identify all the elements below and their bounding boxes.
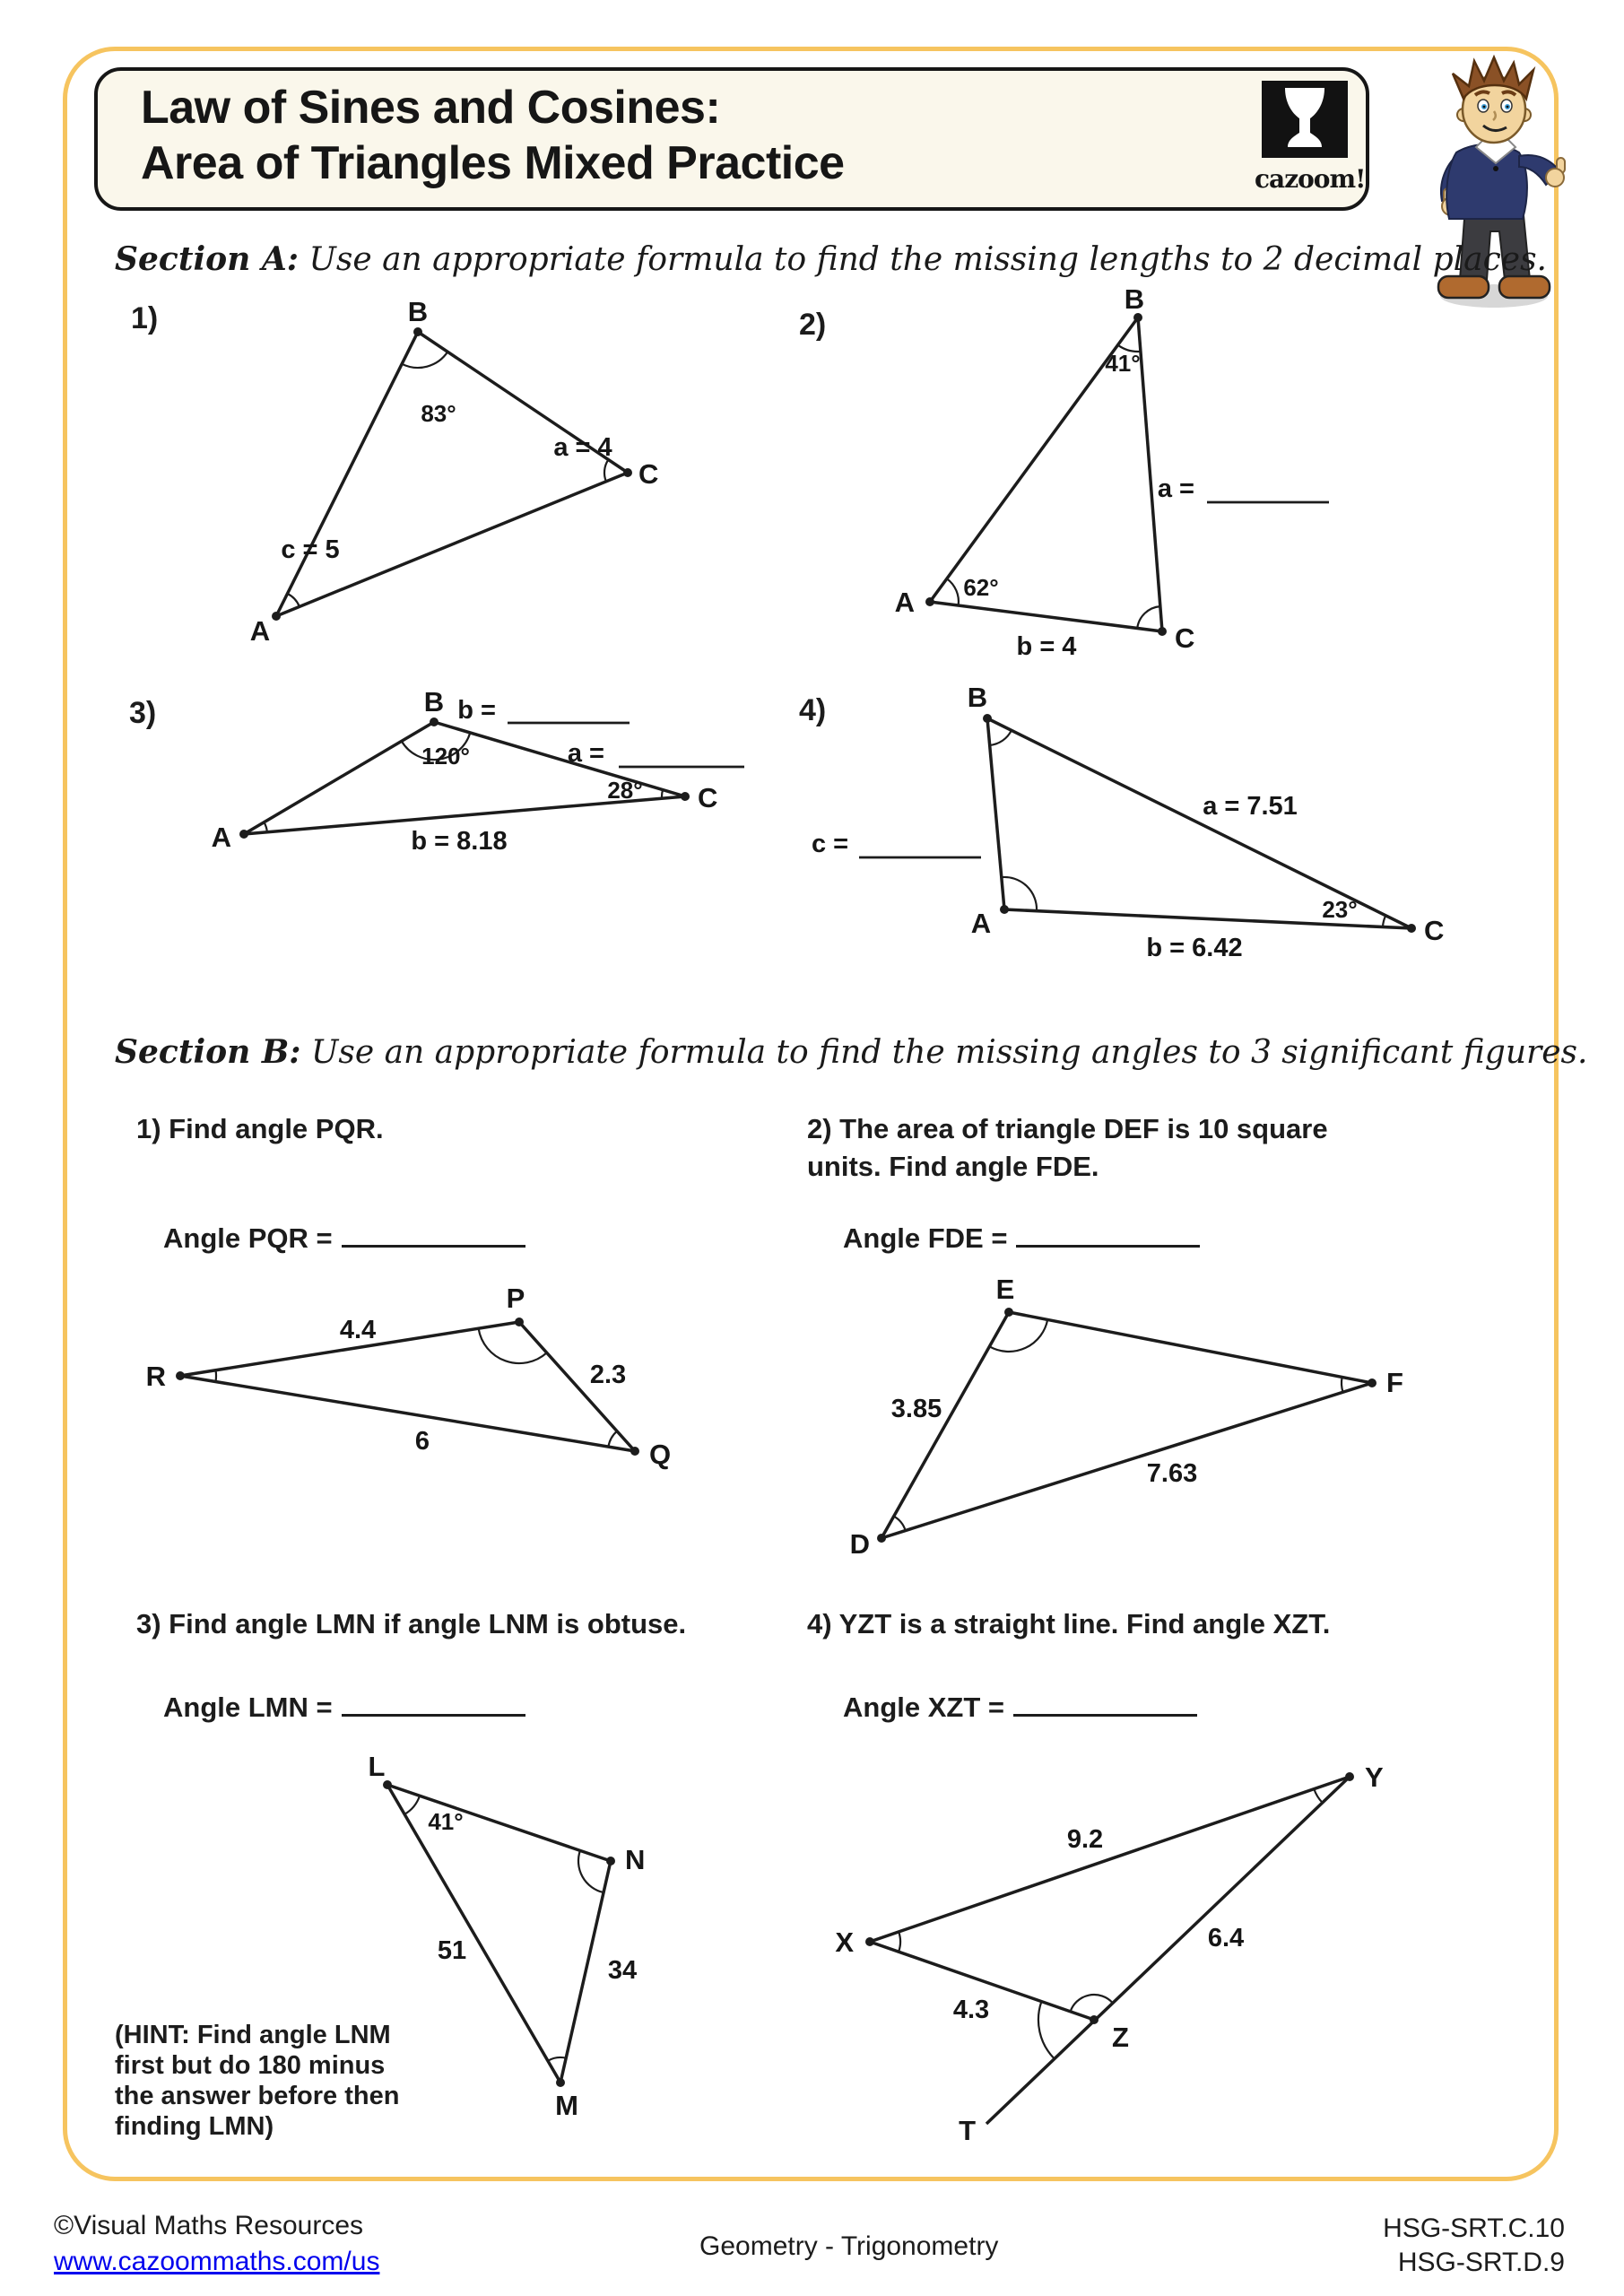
figure-b2-triangle-def (834, 1269, 1426, 1565)
angle-arcs (894, 1319, 1343, 1530)
answer-blank-fde (1016, 1222, 1200, 1248)
vertex-label-a: A (970, 908, 992, 939)
vertex-label-a: A (211, 822, 231, 853)
page-title-line2: Area of Triangles Mixed Practice (141, 137, 845, 189)
section-a-label: Section A: (115, 240, 300, 278)
angle-label-l: 41° (428, 1808, 464, 1835)
angle-label-c: 23° (1322, 896, 1358, 923)
vertex-label-a: A (894, 587, 915, 618)
vertex-label-c: C (1424, 915, 1445, 946)
figure-edges (870, 1777, 1350, 2124)
angle-label-c: 28° (607, 777, 643, 804)
vertex-label-x: X (835, 1926, 854, 1958)
side-label-de: 3.85 (890, 1395, 942, 1423)
question-b4-text: 4) YZT is a straight line. Find angle XZT. (807, 1608, 1331, 1639)
triangle-edges (180, 1322, 635, 1451)
hint-line4: finding LMN) (115, 2112, 274, 2141)
copyright-text: ©Visual Maths Resources (54, 2211, 364, 2240)
page-title-line1: Law of Sines and Cosines: (141, 82, 721, 134)
vertex-label-z: Z (1112, 2022, 1129, 2053)
side-label-lm: 51 (437, 1936, 467, 1965)
footer-topic: Geometry - Trigonometry (699, 2231, 999, 2261)
section-a-heading (115, 240, 1547, 278)
hint-line2: first but do 180 minus (115, 2051, 386, 2080)
question-b3-text: 3) Find angle LMN if angle LNM is obtuse. (136, 1608, 687, 1639)
figure-a4-triangle-abc (789, 677, 1444, 973)
triangle-edges (387, 1785, 611, 2083)
hint-line1: (HINT: Find angle LNM (115, 2021, 391, 2049)
answer-row-lmn (163, 1691, 525, 1724)
standard-code-2: HSG-SRT.D.9 (1397, 2248, 1565, 2277)
vertex-label-b: B (1124, 283, 1145, 315)
vertex-label-d: D (849, 1528, 870, 1560)
answer-blank-label: c = (812, 830, 849, 858)
hint-text (115, 2020, 399, 2142)
side-label-yz: 6.4 (1207, 1924, 1245, 1952)
side-label-rq: 6 (414, 1427, 430, 1456)
answer-row-pqr (163, 1222, 525, 1255)
section-b-label: Section B: (115, 1033, 301, 1071)
question-b2-line1: 2) The area of triangle DEF is 10 square (807, 1113, 1328, 1144)
side-label-b: b = 8.18 (411, 827, 508, 856)
vertex-dots (877, 1308, 1376, 1543)
vertex-dots (272, 327, 632, 621)
side-label-rp: 4.4 (339, 1316, 377, 1344)
question-b2-text (807, 1110, 1417, 1186)
vertex-label-b: B (967, 682, 988, 713)
figure-a2-triangle-abc (803, 274, 1368, 668)
vertex-label-m: M (555, 2090, 578, 2121)
logo-wordmark: cazoom! (1255, 164, 1366, 194)
side-label-xy: 9.2 (1066, 1825, 1104, 1854)
answer-blank-xzt (1013, 1691, 1197, 1717)
angle-arcs (288, 352, 609, 606)
vertex-label-n: N (625, 1844, 646, 1875)
section-b-heading (115, 1033, 1587, 1071)
title-box (94, 67, 1369, 211)
footer-standards (1383, 2212, 1565, 2280)
section-a-instruction: Use an appropriate formula to find the missing lengths to 2 decimal places. (299, 241, 1548, 278)
cazoom-logo (1255, 81, 1366, 194)
question-number-a3: 3) (129, 696, 157, 730)
side-label-pq: 2.3 (589, 1361, 627, 1389)
goblet-icon (1262, 81, 1348, 158)
side-label-xz: 4.3 (952, 1996, 990, 2024)
page-title (141, 80, 845, 191)
cazoom-link[interactable]: www.cazoommaths.com/us (54, 2247, 380, 2276)
vertex-label-c: C (1175, 622, 1195, 654)
question-b1-text: 1) Find angle PQR. (136, 1113, 384, 1144)
vertex-label-p: P (506, 1283, 525, 1314)
question-number-a1: 1) (131, 301, 159, 335)
triangle-edges (276, 332, 628, 616)
standard-code-1: HSG-SRT.C.10 (1383, 2213, 1565, 2243)
vertex-label-a: A (249, 615, 271, 647)
answer-row-xzt (843, 1691, 1197, 1724)
vertex-label-e: E (995, 1274, 1015, 1305)
answer-label-lmn: Angle LMN = (163, 1692, 333, 1723)
question-number-a2: 2) (799, 308, 827, 342)
section-b-instruction: Use an appropriate formula to find the missing angles to 3 significant figures. (300, 1034, 1588, 1071)
angle-label-b: 120° (421, 743, 470, 770)
answer-label-pqr: Angle PQR = (163, 1222, 333, 1254)
answer-label-fde: Angle FDE = (843, 1222, 1008, 1254)
vertex-label-b: B (423, 686, 445, 718)
angle-label-b: 41° (1105, 350, 1141, 377)
hint-line3: the answer before then (115, 2082, 400, 2110)
answer-row-fde (843, 1222, 1200, 1255)
question-number-a4: 4) (799, 693, 827, 727)
vertex-label-y: Y (1365, 1761, 1384, 1793)
vertex-label-f: F (1386, 1367, 1403, 1398)
figure-b1-triangle-pqr (126, 1278, 717, 1493)
side-label-c: c = 5 (281, 535, 340, 564)
side-label-b: b = 4 (1016, 632, 1077, 661)
answer-blank-label: a = (1157, 474, 1194, 503)
vertex-label-c: C (698, 782, 718, 813)
angle-label-b: 83° (421, 400, 456, 427)
vertex-label-t: T (959, 2115, 976, 2146)
vertex-label-b: B (407, 296, 429, 327)
side-label-nm: 34 (607, 1956, 638, 1985)
triangle-edges (881, 1312, 1372, 1538)
vertex-dots (383, 1780, 615, 2087)
answer-label-xzt: Angle XZT = (843, 1692, 1004, 1723)
vertex-label-q: Q (649, 1439, 672, 1470)
figure-a3-triangle-abc (126, 677, 767, 865)
footer-attribution (54, 2208, 379, 2280)
angle-label-a: 62° (963, 574, 999, 601)
answer-blank-pqr (342, 1222, 525, 1248)
vertex-label-r: R (145, 1361, 166, 1392)
answer-blank-lmn (342, 1691, 525, 1717)
figure-b4-xzt (807, 1744, 1444, 2152)
answer-blank-label: a = (567, 739, 604, 768)
vertex-label-l: L (368, 1751, 386, 1782)
side-label-a: a = 7.51 (1203, 792, 1298, 821)
side-label-b: b = 6.42 (1146, 934, 1243, 962)
answer-blank-label: b = (457, 696, 496, 725)
side-label-a: a = 4 (553, 433, 612, 462)
vertex-dots (865, 1772, 1354, 2024)
side-label-df: 7.63 (1146, 1459, 1198, 1488)
question-b2-line2: units. Find angle FDE. (807, 1151, 1099, 1182)
vertex-label-c: C (638, 458, 659, 490)
